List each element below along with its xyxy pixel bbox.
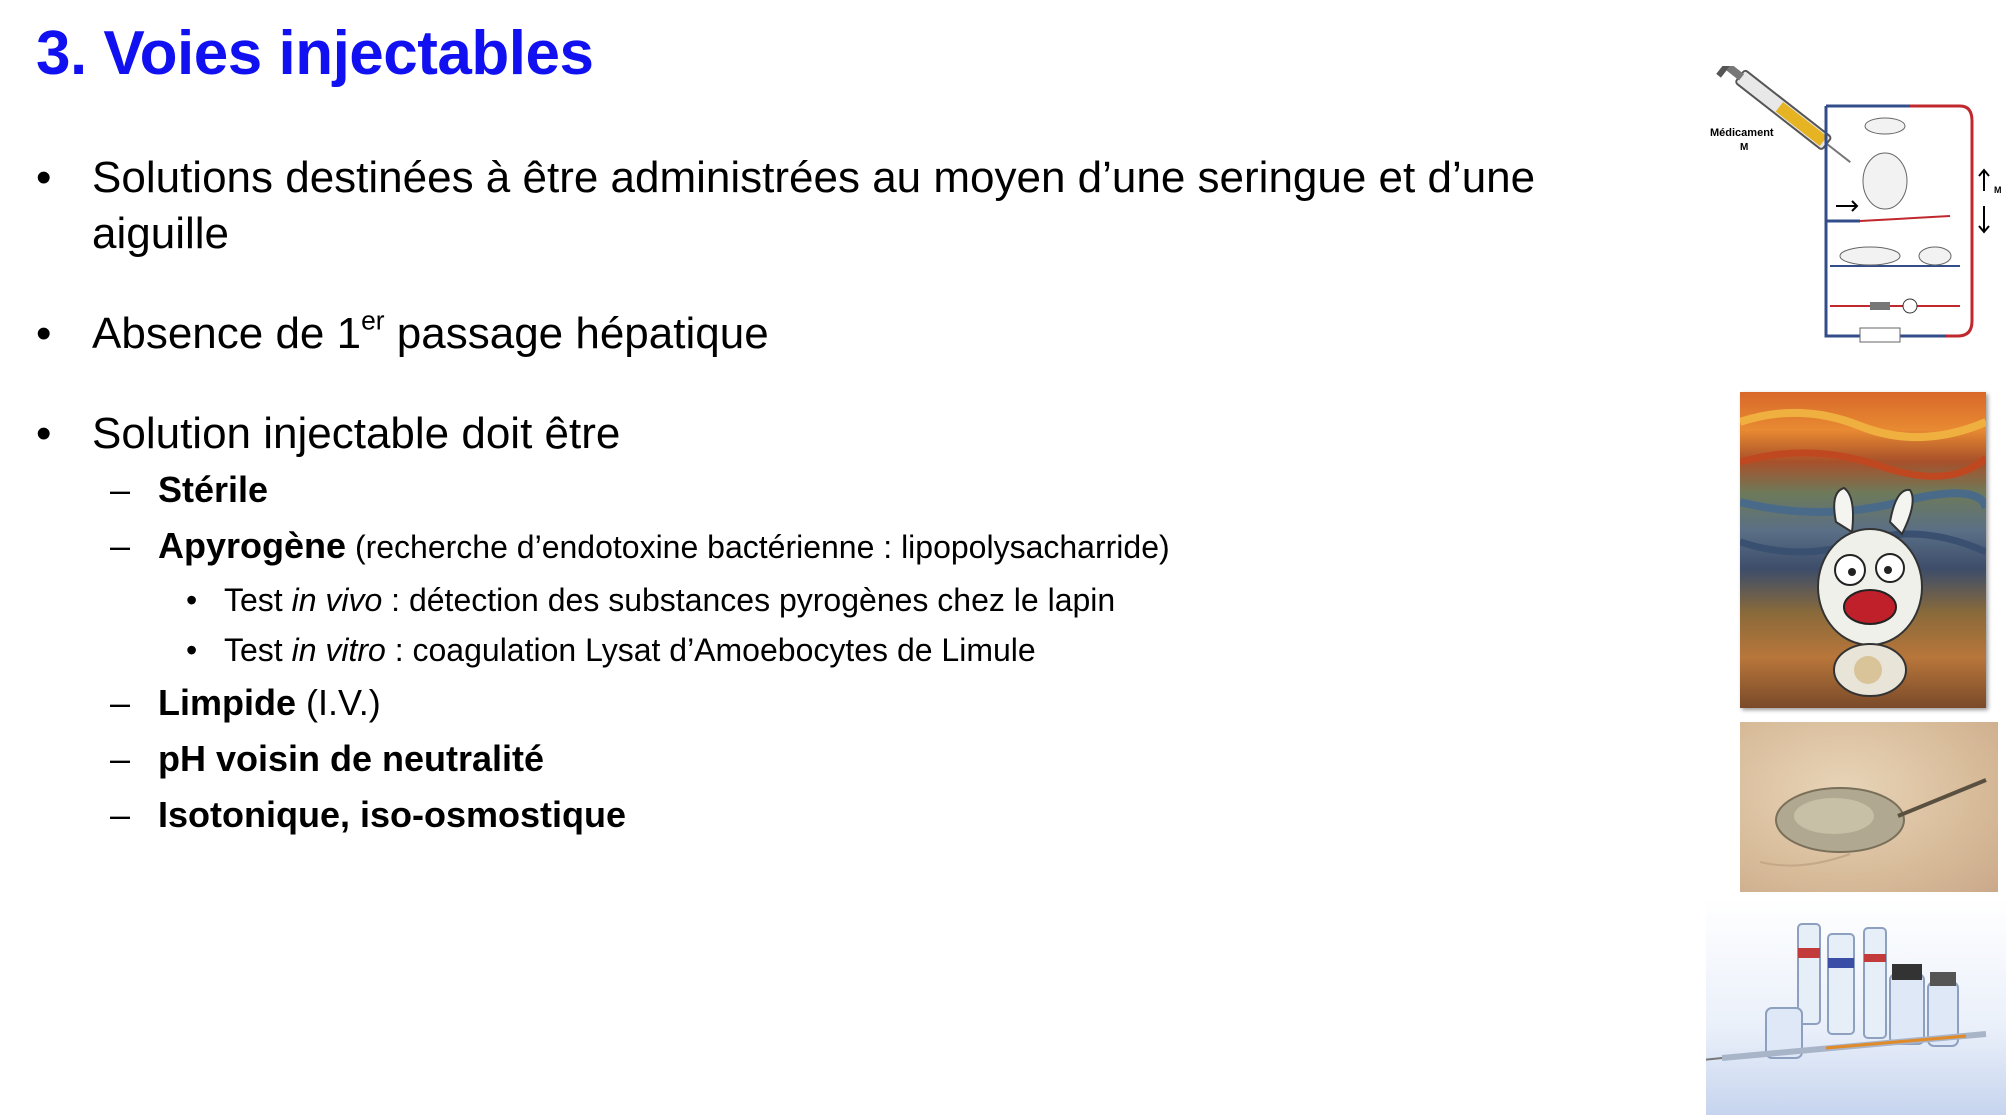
- sub-item-text: Stérile: [158, 469, 269, 510]
- slide-body: [36, 150, 1676, 843]
- test-method: in vitro: [291, 632, 386, 668]
- circulation-diagram-graphic: [1710, 66, 2006, 356]
- syringe-icon: [1716, 66, 1858, 172]
- dash-marker: –: [110, 525, 131, 566]
- bullet-text: Solutions destinées à être administrées au moyen d’une seringue et d’une aiguille: [92, 153, 1536, 258]
- bullet-marker: •: [186, 632, 198, 668]
- bullet-text: Solution injectable doit être: [92, 409, 621, 458]
- sub-item-text: Isotonique, iso-osmostique: [158, 794, 627, 835]
- bullet-marker: •: [36, 409, 52, 458]
- sub-sub-item-test-vivo: [36, 575, 1676, 625]
- bullet-text-pre: Absence de 1: [92, 309, 362, 358]
- bullet-text-post: passage hépatique: [384, 309, 769, 358]
- sub-item-apyrogene: [36, 518, 1676, 575]
- sub-item-text: Limpide: [158, 682, 297, 723]
- diagram-sublabel: M: [1740, 142, 1749, 153]
- diagram-label: Médicament: [1710, 127, 1774, 139]
- dash-marker: –: [110, 682, 131, 723]
- circulation-diagram-image: [1710, 66, 2006, 356]
- sub-item-note: (recherche d’endotoxine bactérienne : lipopolysacharride): [346, 529, 1170, 565]
- diagram-right-label: M: [1994, 185, 2002, 195]
- sub-item-note: (I.V.): [296, 682, 381, 723]
- sub-sub-item-test-vitro: [36, 625, 1676, 675]
- dash-marker: –: [110, 738, 131, 779]
- bullet-item: [36, 150, 1676, 262]
- rabbid-graphic: [1740, 392, 1986, 708]
- test-pre: Test: [224, 582, 292, 618]
- horseshoe-crab-graphic: [1740, 722, 1998, 892]
- bullet-item: [36, 406, 1676, 462]
- bullet-marker: •: [36, 153, 52, 202]
- sub-item-isotonique: [36, 787, 1676, 843]
- sub-item-sterile: [36, 462, 1676, 518]
- scream-rabbid-image: [1740, 392, 1986, 708]
- test-post: : détection des substances pyrogènes chez le lapin: [382, 582, 1116, 618]
- vials-syringe-image: [1706, 898, 2006, 1115]
- bullet-marker: •: [36, 309, 52, 358]
- test-method: in vivo: [291, 582, 383, 618]
- sub-item-text: pH voisin de neutralité: [158, 738, 545, 779]
- slide-title: 3. Voies injectables: [36, 19, 594, 88]
- dash-marker: –: [110, 469, 131, 510]
- dash-marker: –: [110, 794, 131, 835]
- sub-item-limpide: [36, 675, 1676, 731]
- test-pre: Test: [224, 632, 292, 668]
- horseshoe-crab-image: [1740, 722, 1998, 892]
- bullet-item: [36, 306, 1676, 362]
- test-post: : coagulation Lysat d’Amoebocytes de Limule: [385, 632, 1036, 668]
- sub-item-text: Apyrogène: [158, 525, 347, 566]
- superscript: er: [361, 305, 385, 336]
- vials-graphic: [1706, 898, 2006, 1115]
- bullet-marker: •: [186, 582, 198, 618]
- sub-item-ph: [36, 731, 1676, 787]
